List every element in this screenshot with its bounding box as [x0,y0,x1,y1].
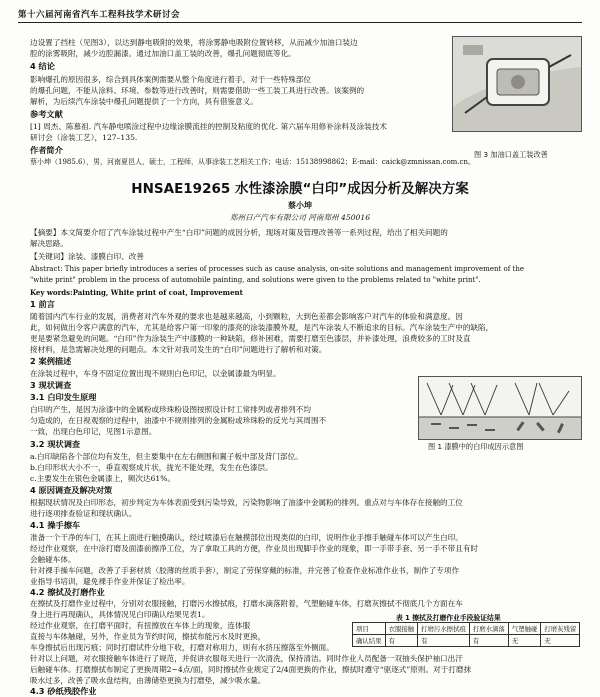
abstract-en-line-1: Abstract: This paper briefly introduces a series of processes such as cause analysis, on-site solutions and management improvement of the [30,265,525,273]
article-title: HNSAE19265 水性漆涂膜“白印”成因分析及解决方案 [131,181,469,197]
section-4-2-line-4: 直接与车体触碰，另外，作业员为节约时间，擦拭布能污水及时更换， [30,632,266,641]
section-4-2-line-8: 吸水过多，改善了吸水盘结构，由薄储垫更换为打磨垫，减少吸水量。 [30,676,266,685]
table-1-header: 衣服接触 [385,623,418,635]
abstract-en-line-2: "white print" problem in the process of automobile painting, and solutions were given to the problems related to "white print". [30,276,481,284]
section-3-1-heading: 3.1 白印发生原理 [30,392,97,402]
article-affiliation: 郑州日产汽车有限公司 河南郑州 450016 [229,213,371,222]
section-4-2-line-6: 针对以上问题，对衣服接触车体进行了规范，并促讲衣服每天进行一次清洗，保持清洁。同时作业人员配备一双抽头保护袖口出汗 [30,654,463,663]
section-3-1-line-3: 一致，出现白色印记，见图1示意图。 [30,427,157,436]
table-1-header: 项目 [353,623,386,635]
prev-line-2: 腔的涂雾吸附，减少边腔漏漆。通过加油口盖工装的改善，爆孔问题彻底等化。 [30,49,296,58]
section-3-heading: 3 现状调查 [30,380,72,390]
section-3-1-line-1: 白印的产生，是因为涂漆中的金属粉或珍珠粉设图按照设计时工常排列或者排列不均 [30,405,311,414]
keywords-cn: 【关键词】涂装、漆膜白印、改善 [30,252,144,261]
section-4-2-line-1: 在擦拭及打磨作业过程中，分别对衣服接触，打磨污水擦拭痕，打磨水滴落附着，气塑触碰车体，打磨灰擦拭不彻底几个方面在车 [30,599,463,608]
table-1-cell: 有 [385,635,418,647]
table-1-header: 打磨污水擦拭痕 [418,623,470,635]
table-1-caption: 表 1 擦拭及打磨作业手段验证结果 [396,614,501,622]
references-heading: 参考文献 [30,109,63,119]
article-author: 蔡小坤 [288,200,312,210]
reference-1-line-1: [1] 周杰、陈慕祖. 汽车静电喷涂过程中边缘涂膜流挂的控制及粘度的优化. 第六届车用修补涂料及涂装技术 [30,122,387,131]
section-4-2-line-3: 经过作业观察，在打磨平面时，有扭擦放在车体上的现象，连体服 [30,621,251,630]
fuel-cap-fixture-photo [453,37,581,131]
table-row [353,635,580,647]
section-4-1-heading: 4.1 操手擦车 [30,520,81,530]
keywords-en: Key words:Painting, White print of coat, Improvement [30,288,243,297]
figure-1-caption: 图 1 漆膜中的白印成因示意图 [428,442,524,451]
figure-1-diagram [418,376,582,440]
section-4-2-line-5: 车身擦拭后出现污痕；同时打磨试件分地下收，打磨对称用力，则有水挤压擦落至外侧面。 [30,643,334,652]
section-4-line-2: 进行逐项排查验证和现状确认。 [30,509,137,518]
section-4-1-line-2: 经过作业观察，在中涂打磨及面漆前擦净工位，为了拿取工具的方便，作业员出现脚手作业的现象，即一手带手套、另一手不带且有时 [30,544,479,553]
section-2-line: 在涂装过程中，车身不固定位置出现不规则白色印记，以金属漆最为明显。 [30,369,281,378]
section-4-3-heading: 4.3 砂纸残胶作业 [30,686,97,696]
table-1-header: 气塑触碰 [508,623,541,635]
author-bio: 蔡小坤（1985.6），男，河南夏邑人，硕士，工程师，从事涂装工艺相关工作；电话：15138998862；E-mail：caick@zmnissan.com.cn。 [30,158,475,166]
section-3-2-item-c: c.主要发生在银色金属漆上，频次达61%。 [30,474,176,483]
section-4-2-line-2: 身上进行再现确认，具体情况见白印确认结果见表1。 [30,610,210,619]
prev-line-1: 边设置了挡柱（见图3），以达到静电吸附的效果，将涂雾静电吸附位置转移，从而减少加油口装边 [30,38,358,47]
conclusion-line-2: 的爆孔问题，不能从涂料、环境、参数等进行改善时，则需要借助一些工装工具进行改善。该案例的 [30,86,365,95]
section-4-line-1: 根据现状情况及白印形态，初步判定为车体表面受到污染导致，污染物影响了油漆中金属粉的排列。重点对与车体存在接触的工位 [30,498,463,507]
running-head: 第十六届河南省汽车工程科技学术研讨会 [18,10,181,20]
table-1-cell: 确认结果 [353,635,386,647]
table-1-cell: 有 [418,635,470,647]
section-1-line-1: 随着国内汽车行业的发展，消费者对汽车外观的要求也是越来越高，小到颗粒，大到色差都会影响客户对汽车的体验和满意度。因 [30,312,463,321]
table-1-header: 打磨水滴落 [469,623,508,635]
figure-3-caption: 图 3 加油口盖工装改善 [474,150,548,159]
section-4-2-line-7: 后触碰车体。打磨擦拭布制定了更换周期2~4点/面，同时擦拭作业规定了2/4面更换的作业，擦拭时遵守“驱逐式”原则。对于打磨抹 [30,665,472,674]
section-1-heading: 1 前言 [30,299,55,309]
abstract-cn-line-1: 【摘要】本文简要介绍了汽车涂装过程中产生“白印”问题的成因分析，现场对策及管理改善等一系列过程，给出了相关问题的 [30,228,448,237]
header-rule [18,22,582,23]
table-1-cell: 无 [541,635,580,647]
conclusion-heading: 4 结论 [30,61,55,71]
section-1-line-2: 此，如何做出令客户满意的汽车，尤其是给客户第一印象的漆亮的涂装漆膜外观，是汽车涂装人不断追求的目标。汽车涂装生产中的缺陷， [30,323,494,332]
table-1-cell: 有 [469,635,508,647]
section-4-1-line-1: 准备一个干净的车门，在其上面进行触摸确认，经过喷漆后在触摸部位出现类似的白印，说明作业手擦手触碰车体可以产生白印。 [30,533,463,542]
white-print-schematic [419,377,581,439]
section-3-2-item-b: b.白印形状大小不一，垂直观察成片状，拢光不能处理，发生在色漆层。 [30,463,273,472]
section-1-line-4: 接材料，是急需解决处理的问题点。本文针对我司发生的“白印”问题进行了解析和对策。 [30,345,327,354]
section-2-heading: 2 案例描述 [30,356,72,366]
figure-3-photo [452,36,582,132]
section-1-line-3: 更是要紧急避免的问题。“白印”作为涂装生产中漆膜的一种缺陷，修补困难，需要打磨至色漆层，并补漆处理，浪费较多的工时及直 [30,334,471,343]
section-4-2-heading: 4.2 擦拭及打磨作业 [30,587,105,597]
section-4-1-line-5: 业指导书培训，避免裸手作业并保证了检出率。 [30,577,190,586]
author-bio-heading: 作者简介 [30,145,63,155]
section-4-heading: 4 原因调查及解决对策 [30,485,113,495]
section-3-2-item-a: a.白印缺陷各个部位均有发生，但主要集中在左右侧围和翼子板中部及背门部位。 [30,452,303,461]
section-3-2-heading: 3.2 现状调查 [30,439,81,449]
conclusion-line-1: 影响爆孔的原因很多，综合到具体案例需要从整个角度进行着手，对于一些特殊部位 [30,75,311,84]
section-4-1-line-4: 针对裸手操车问题，改善了手套材质（胶薄的丝质手套），制定了劳保穿戴的标准，并完善了检查作业标准作业书，制作了专项作 [30,566,460,575]
table-1-header-row [353,623,580,635]
table-1-cell: 无 [508,635,541,647]
abstract-cn-line-2: 解决思路。 [30,239,68,248]
table-1 [352,622,580,647]
section-4-1-line-3: 会触碰车体。 [30,555,76,564]
section-3-1-line-2: 匀造成的，在日视观察的过程中，油漆中不规则排列的金属粉或珍珠粉的反光与其周围不 [30,416,327,425]
table-1-header: 打磨灰残留 [541,623,580,635]
conclusion-line-3: 解析，为后续汽车涂装中爆孔问题提供了一个方向，具有借鉴意义。 [30,97,258,106]
reference-1-line-2: 研讨会（涂装工艺），127–135. [30,133,138,142]
